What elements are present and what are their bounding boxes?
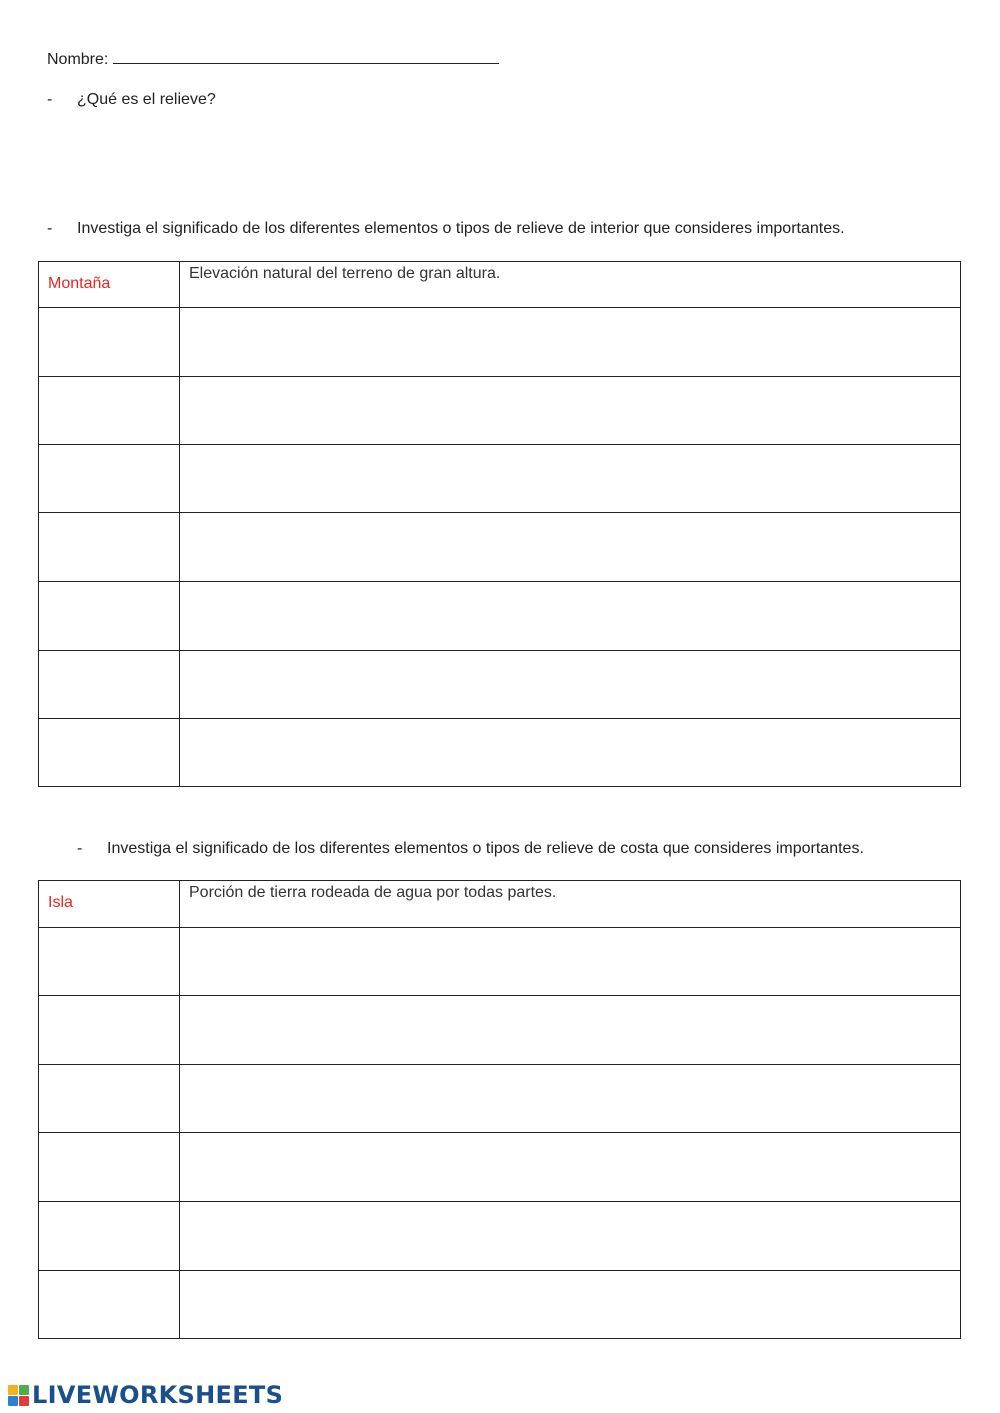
definition-input[interactable]: [180, 1271, 961, 1339]
table-row: [39, 651, 961, 719]
interior-relief-table: [38, 261, 961, 787]
table-row-example: [39, 262, 961, 308]
logo-tiles-icon: [8, 1385, 29, 1406]
question-relieve: [47, 91, 216, 109]
name-field: [47, 49, 499, 69]
instruction-interior: [47, 220, 845, 238]
definition-input[interactable]: [180, 1202, 961, 1271]
definition-input[interactable]: [180, 308, 961, 377]
term-cell: [39, 881, 180, 928]
term-cell: [39, 262, 180, 308]
example-term: Isla: [48, 894, 73, 911]
logo-tile: [8, 1385, 18, 1395]
term-input[interactable]: [39, 445, 180, 513]
definition-input[interactable]: [180, 582, 961, 651]
liveworksheets-logo: [8, 1380, 283, 1410]
term-input[interactable]: [39, 1202, 180, 1271]
term-input[interactable]: [39, 996, 180, 1065]
table-row: [39, 719, 961, 787]
instruction-coast: [77, 840, 864, 858]
instruction-text: Investiga el significado de los diferentes elementos o tipos de relieve de costa que consideres importantes.: [107, 840, 864, 857]
table-row-example: [39, 881, 961, 928]
instruction-text: Investiga el significado de los diferentes elementos o tipos de relieve de interior que consideres importantes.: [77, 220, 845, 237]
table-row: [39, 1271, 961, 1339]
example-definition: Porción de tierra rodeada de agua por todas partes.: [189, 884, 557, 901]
term-input[interactable]: [39, 928, 180, 996]
table-row: [39, 445, 961, 513]
question-text: ¿Qué es el relieve?: [77, 91, 216, 108]
term-input[interactable]: [39, 582, 180, 651]
logo-tile: [19, 1385, 29, 1395]
definition-input[interactable]: [180, 928, 961, 996]
definition-input[interactable]: [180, 513, 961, 582]
bullet-dash: -: [47, 220, 53, 237]
name-input-line[interactable]: [113, 49, 499, 64]
table-row: [39, 996, 961, 1065]
example-term: Montaña: [48, 275, 111, 292]
definition-input[interactable]: [180, 719, 961, 787]
logo-tile: [19, 1396, 29, 1406]
bullet-dash: -: [77, 840, 83, 857]
term-input[interactable]: [39, 651, 180, 719]
term-input[interactable]: [39, 719, 180, 787]
table-row: [39, 928, 961, 996]
bullet-dash: -: [47, 91, 53, 108]
definition-input[interactable]: [180, 996, 961, 1065]
definition-input[interactable]: [180, 651, 961, 719]
logo-tile: [8, 1396, 18, 1406]
definition-input[interactable]: [180, 377, 961, 445]
table-row: [39, 1202, 961, 1271]
name-label: Nombre:: [47, 51, 109, 68]
example-definition: Elevación natural del terreno de gran altura.: [189, 265, 501, 282]
term-input[interactable]: [39, 1065, 180, 1133]
term-input[interactable]: [39, 377, 180, 445]
coast-relief-table: [38, 880, 961, 1339]
term-input[interactable]: [39, 513, 180, 582]
definition-input[interactable]: [180, 1065, 961, 1133]
table-row: [39, 377, 961, 445]
table-row: [39, 1133, 961, 1202]
table-row: [39, 582, 961, 651]
definition-cell: [180, 262, 961, 308]
term-input[interactable]: [39, 1271, 180, 1339]
term-input[interactable]: [39, 308, 180, 377]
table-row: [39, 1065, 961, 1133]
table-row: [39, 308, 961, 377]
definition-cell: [180, 881, 961, 928]
term-input[interactable]: [39, 1133, 180, 1202]
table-row: [39, 513, 961, 582]
logo-text: LIVEWORKSHEETS: [32, 1381, 284, 1409]
definition-input[interactable]: [180, 445, 961, 513]
definition-input[interactable]: [180, 1133, 961, 1202]
